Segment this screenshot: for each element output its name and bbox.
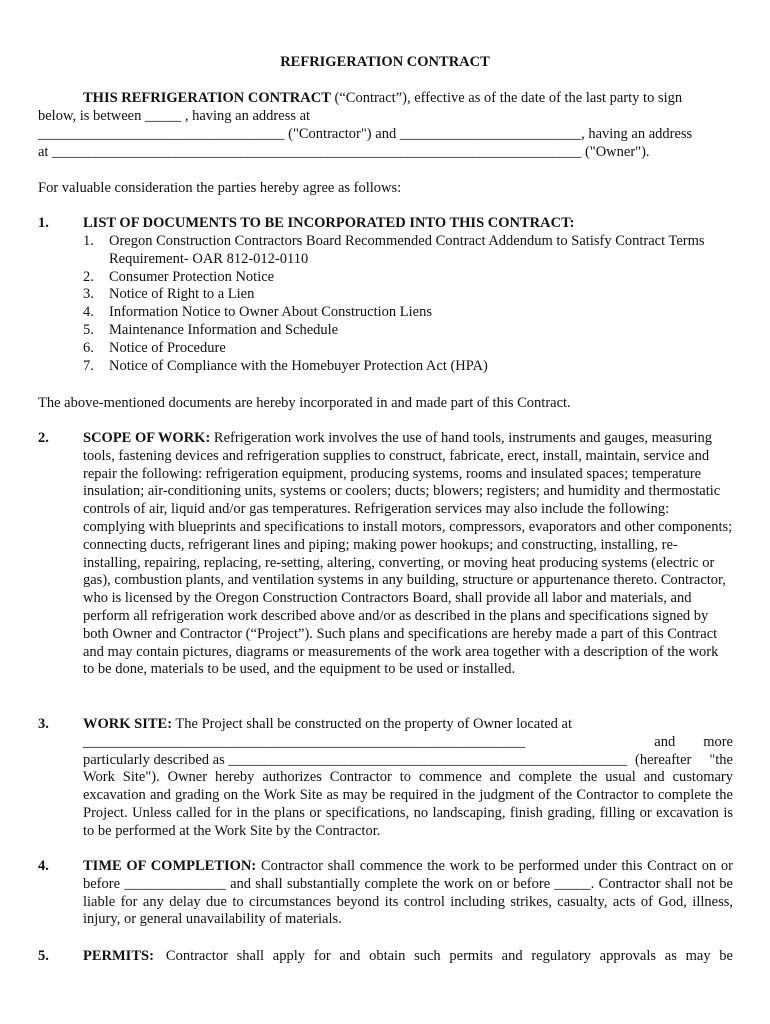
list-item-text: Consumer Protection Notice (109, 268, 275, 285)
list-item-text: Oregon Construction Contractors Board Recommended Contract Addendum to Satisfy Contract Terms Requirement- OAR 812-012-0110 (109, 233, 705, 267)
section-5-heading: PERMITS: (83, 948, 154, 964)
section-3-word: "the (709, 751, 733, 768)
list-item-number: 5. (83, 321, 94, 338)
list-item-text: Notice of Procedure (109, 339, 226, 356)
section-4-time-of-completion (83, 858, 733, 929)
list-item-number: 7. (83, 357, 94, 374)
section-3-body: Work Site"). Owner hereby authorizes Contractor to commence and complete the usual and customary excavation and grading on the Work Site as may be required in the judgment of the Contractor to complete the Project. Unless called for in the plans or specifications, no landscaping, finish grading, filling or excavation is to be performed at the Work Site by the Contractor. (83, 769, 733, 839)
section-5-number: 5. (38, 948, 49, 964)
section-3-number: 3. (38, 716, 49, 732)
section-5-body: Contractor shall apply for and obtain such permits and regulatory approvals as may be (165, 948, 733, 964)
section-2-number: 2. (38, 430, 49, 446)
list-item-number: 2. (83, 268, 94, 285)
consideration-text: For valuable consideration the parties hereby agree as follows: (38, 180, 402, 196)
list-item-text: Notice of Right to a Lien (109, 286, 255, 303)
list-item (83, 286, 743, 304)
section-3-line-3 (83, 752, 733, 770)
intro-line-2: below, is between _____ , having an address at (38, 108, 311, 124)
property-description-blank: particularly described as _______________________________________________________ (83, 751, 628, 768)
section-5-line (83, 948, 733, 966)
section-3-word: and (654, 733, 676, 750)
intro-line-3: __________________________________ ("Contractor") and _________________________, having an address (38, 126, 693, 142)
intro-line-1 (83, 90, 682, 108)
section-1-heading: LIST OF DOCUMENTS TO BE INCORPORATED INTO THIS CONTRACT: (83, 215, 575, 231)
section-3-heading: WORK SITE: (83, 716, 173, 732)
list-item-number: 3. (83, 286, 94, 303)
list-item (83, 322, 743, 340)
document-title: REFRIGERATION CONTRACT (280, 54, 490, 70)
section-2-scope-of-work (83, 430, 733, 679)
intro-line-1-rest: (“Contract”), effective as of the date of the last party to sign (330, 90, 683, 106)
list-item (83, 233, 743, 269)
list-item (83, 304, 743, 322)
list-item-number: 4. (83, 304, 94, 321)
section-3-work-site (83, 716, 733, 841)
section-3-word: more (703, 733, 733, 750)
property-location-blank: _____________________________________________________________ (83, 733, 526, 750)
intro-line-4: at _________________________________________________________________________ ("Owner"). (38, 144, 650, 160)
list-item (83, 269, 743, 287)
list-item (83, 340, 743, 358)
section-4-number: 4. (38, 858, 49, 874)
section-3-line-2 (83, 734, 733, 752)
section-5-permits (83, 948, 733, 966)
section-4-heading: TIME OF COMPLETION: (83, 858, 257, 874)
list-item-text: Information Notice to Owner About Construction Liens (109, 304, 432, 321)
document-list (83, 233, 743, 375)
section-2-body: Refrigeration work involves the use of hand tools, instruments and gauges, measuring tools, fastening devices and refrigeration supplies to construct, fabricate, erect, install, maintain, service and repair the following: refrigeration equipment, producing systems, rooms and insulated spaces; temperature insulation; air-conditioning units, systems or coolers; ducts; blowers; registers; and humidity and thermostatic controls of air, liquid and/or gas temperatures. Refrigeration services may also include the following: complying with blueprints and specifications to install motors, compressors, evaporators and other components; connecting ducts, refrigerant lines and piping; making power hookups; and constructing, installing, re-installing, repairing, replacing, re-setting, altering, converting, or moving heat producing systems (electric or gas), combustion plants, and ventilation systems in any building, structure or appurtenance thereto. Contractor, who is licensed by the Oregon Construction Contractors Board, shall provide all labor and materials, and perform all refrigeration work described above and/or as described in the plans and specifications signed by both Owner and Contractor (“Project”). Such plans and specifications are hereby made a part of this Contract and may contain pictures, diagrams or measurements of the work area together with a description of the work to be done, materials to be used, and the equipment to be used or installed. (83, 430, 733, 678)
section-1-number: 1. (38, 215, 49, 231)
list-item-text: Notice of Compliance with the Homebuyer Protection Act (HPA) (109, 357, 488, 374)
section-2-heading: SCOPE OF WORK: (83, 430, 211, 446)
list-item-number: 1. (83, 233, 94, 249)
section-4-body: Contractor shall commence the work to be performed under this Contract on or before ______________ and shall substantially complete the work on or before _____. Contractor shall not be liable for any delay due to circumstances beyond its control including strikes, casualty, acts of God, illness, injury, or general unavailability of materials. (83, 858, 733, 928)
list-item-text: Maintenance Information and Schedule (109, 321, 339, 338)
list-item-number: 6. (83, 339, 94, 356)
section-3-line-1: The Project shall be constructed on the property of Owner located at (175, 716, 573, 732)
intro-lead: THIS REFRIGERATION CONTRACT (83, 90, 331, 106)
section-1-closing: The above-mentioned documents are hereby incorporated in and made part of this Contract. (38, 395, 571, 411)
list-item (83, 358, 743, 376)
section-3-word: (hereafter (635, 751, 692, 768)
